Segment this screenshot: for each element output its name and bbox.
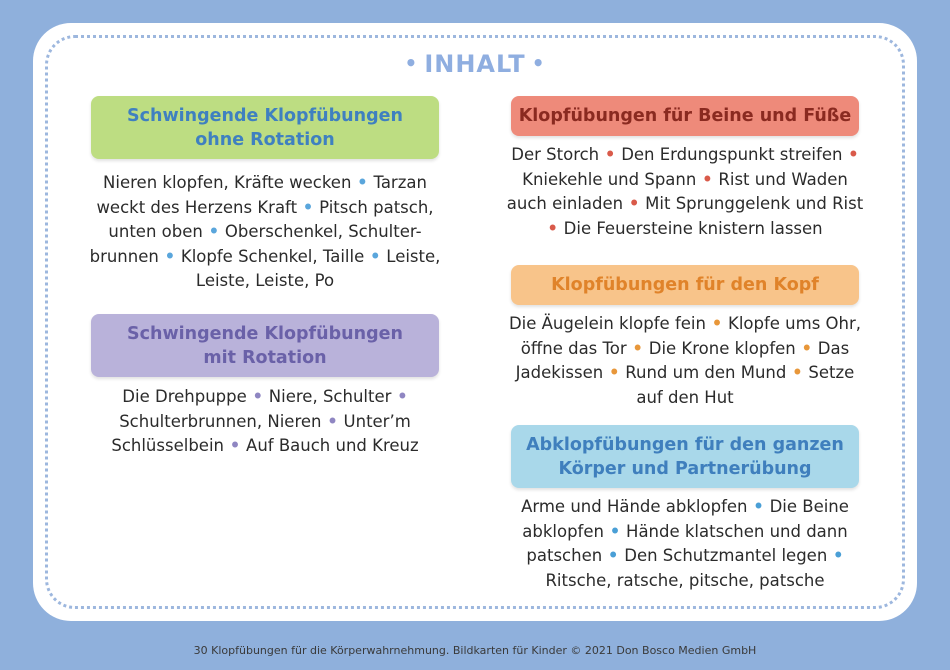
- bullet-separator: •: [626, 338, 649, 358]
- footer-copyright: 30 Klopfübungen für die Körperwahrnehmung. Bildkarten für Kinder © 2021 Don Bosco Medien GmbH: [193, 644, 757, 657]
- exercise-item: Mit Sprunggelenk und Rist: [645, 194, 864, 213]
- exercise-item: Die Äugelein klopfe fein: [508, 314, 706, 333]
- exercise-item: Tarzan weckt des Herzens Kraft: [96, 173, 427, 217]
- exercise-item: Pitsch patsch, unten oben: [108, 197, 434, 241]
- bullet-separator: •: [391, 387, 408, 406]
- heading-line: ohne Rotation: [195, 129, 335, 150]
- bullet-separator: •: [842, 145, 859, 164]
- heading-line: Klopfübungen für Beine und Füße: [518, 106, 852, 126]
- heading-line: Körper und Partnerübung: [558, 458, 812, 479]
- bullet-separator: •: [202, 222, 225, 241]
- exercise-item: Die Drehpuppe: [122, 387, 247, 406]
- exercise-item: Hände klatschen und dann patschen: [526, 521, 848, 565]
- bullet-separator: •: [602, 546, 625, 565]
- heading-line: mit Rotation: [203, 347, 327, 368]
- exercise-item: Die Krone klopfen: [648, 338, 796, 358]
- exercise-item: Schulterbrunnen, Nieren: [119, 411, 322, 431]
- exercise-item: Den Erdungspunkt streifen: [621, 145, 843, 164]
- bullet-separator: •: [158, 246, 181, 266]
- bullet-separator: •: [599, 145, 622, 164]
- exercise-item: Nieren klopfen, Kräfte wecken: [103, 173, 352, 192]
- heading-line: Klopfübungen für den Kopf: [551, 275, 819, 295]
- heading-line: Schwingende Klopfübungen: [127, 323, 403, 344]
- bullet-separator: •: [827, 546, 844, 565]
- bullet-separator: •: [705, 314, 728, 333]
- section-text-mit-rotation: [100, 385, 430, 459]
- bullet-separator: •: [623, 194, 646, 213]
- exercise-item: Unter’m Schlüsselbein: [111, 411, 411, 455]
- heading-line: Abklopfübungen für den ganzen: [526, 434, 844, 455]
- section-heading-ganzer-koerper: [511, 425, 859, 488]
- section-text-beine-fuesse: [505, 143, 865, 241]
- bullet-separator: •: [603, 521, 627, 541]
- bullet-separator: •: [351, 173, 374, 192]
- exercise-item: Rist und Waden auch einladen: [506, 169, 848, 213]
- exercise-item: Leiste, Leiste, Leiste, Po: [195, 246, 441, 290]
- exercise-item: Der Storch: [511, 145, 600, 164]
- heading-line: Schwingende Klopfübungen: [127, 105, 403, 126]
- bullet-separator: •: [223, 436, 247, 455]
- exercise-item: Klopfe Schenkel, Taille: [180, 246, 365, 266]
- exercise-item: Kniekehle und Spann: [522, 169, 697, 189]
- exercise-item: Auf Bauch und Kreuz: [246, 436, 419, 455]
- title-bullet-right: •: [531, 51, 546, 75]
- exercise-item: Rund um den Mund: [625, 363, 787, 382]
- exercise-item: Niere, Schulter: [268, 387, 392, 406]
- bullet-separator: •: [321, 411, 344, 431]
- exercise-item: Die Feuersteine knistern lassen: [563, 218, 823, 238]
- section-heading-ohne-rotation: [91, 96, 439, 159]
- bullet-separator: •: [795, 338, 818, 358]
- bullet-separator: •: [786, 363, 809, 382]
- section-text-ganzer-koerper: [510, 495, 860, 593]
- exercise-item: Ritsche, ratsche, pitsche, patsche: [545, 570, 825, 590]
- exercise-item: Klopfe ums Ohr, öffne das Tor: [520, 314, 862, 358]
- page-title: [0, 50, 950, 78]
- exercise-item: Setze auf den Hut: [636, 363, 855, 407]
- bullet-separator: •: [297, 197, 320, 217]
- section-heading-kopf: [511, 265, 859, 305]
- section-text-ohne-rotation: [85, 171, 445, 294]
- bullet-separator: •: [547, 218, 564, 238]
- bullet-separator: •: [364, 246, 387, 266]
- bullet-separator: •: [246, 387, 269, 406]
- bullet-separator: •: [747, 497, 770, 516]
- exercise-item: Arme und Hände abklopfen: [521, 497, 748, 516]
- exercise-item: Oberschenkel, Schulter-brunnen: [89, 222, 422, 266]
- section-heading-mit-rotation: [91, 314, 439, 377]
- section-text-kopf: [505, 312, 865, 410]
- exercise-item: Das Jadekissen: [515, 338, 850, 382]
- exercise-item: Die Beine abklopfen: [522, 497, 849, 541]
- section-heading-beine-fuesse: [511, 96, 859, 136]
- title-bullet-left: •: [404, 51, 419, 75]
- bullet-separator: •: [603, 363, 626, 382]
- bullet-separator: •: [696, 169, 719, 189]
- exercise-item: Den Schutzmantel legen: [624, 546, 828, 565]
- title-text: INHALT: [424, 50, 526, 78]
